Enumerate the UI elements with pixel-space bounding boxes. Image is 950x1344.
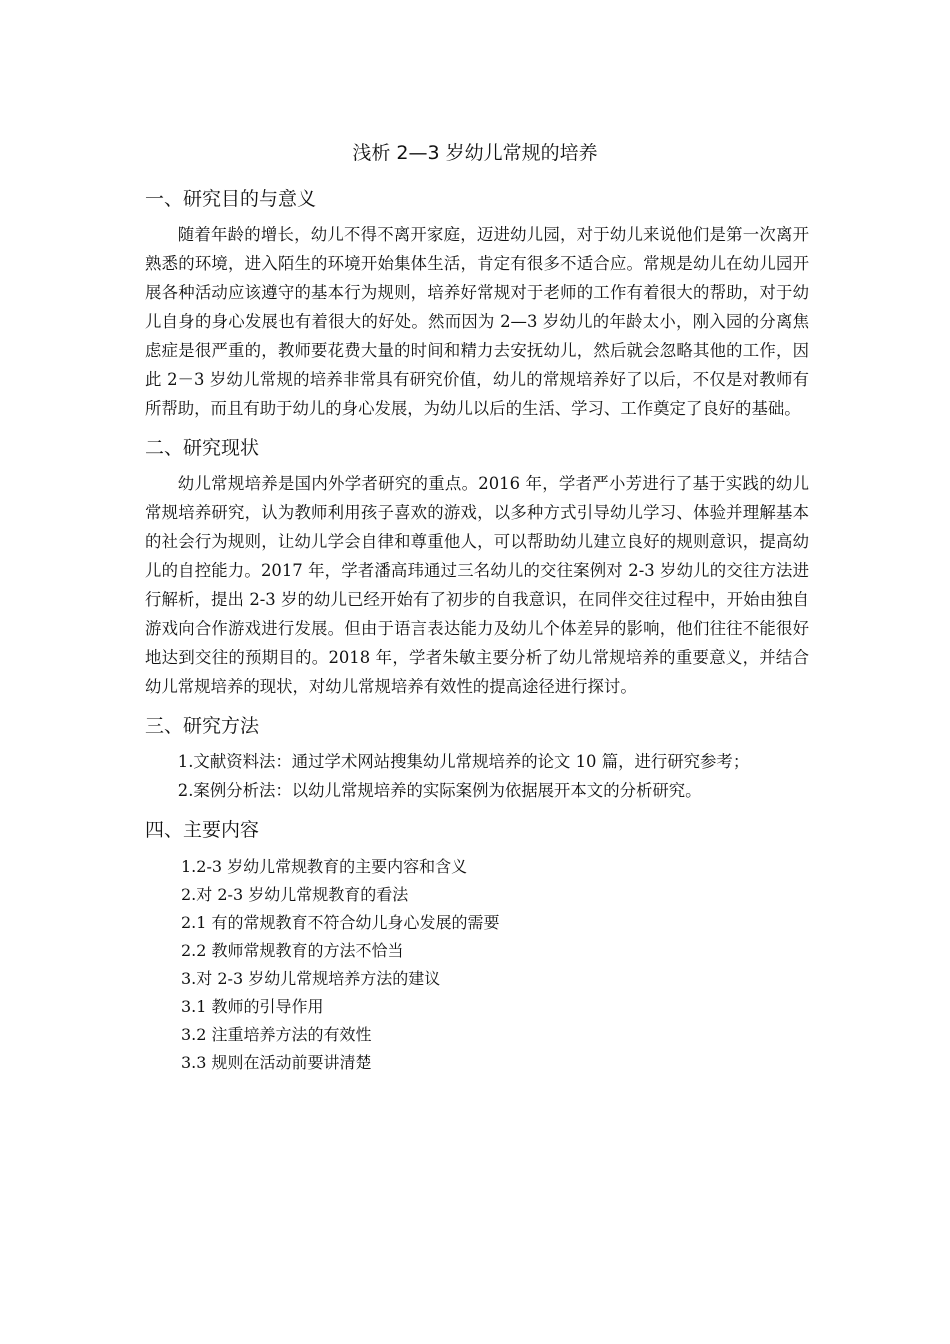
section-heading: 一、研究目的与意义 [145,188,317,210]
outline-item: 2.2 教师常规教育的方法不恰当 [181,941,404,960]
document-body [145,184,809,1087]
section-heading: 二、研究现状 [145,437,260,459]
document-title: 浅析 2—3 岁幼儿常规的培养 [352,142,598,164]
section-status [145,433,809,701]
section-methods [145,711,809,805]
outline-item: 3.对 2-3 岁幼儿常规培养方法的建议 [181,969,441,988]
section-purpose [145,184,809,423]
outline-list [145,853,809,1077]
outline-item: 1.2-3 岁幼儿常规教育的主要内容和含义 [181,857,468,876]
outline-item: 3.1 教师的引导作用 [181,997,324,1016]
section-paragraph: 幼儿常规培养是国内外学者研究的重点。2016 年，学者严小芳进行了基于实践的幼儿常规培养研究，认为教师利用孩子喜欢的游戏，以多种方式引导幼儿学习、体验并理解基本的社会行为规则，让幼儿学会自律和尊重他人，可以帮助幼儿建立良好的规则意识，提高幼儿的自控能力。2017 年，学者潘高玮通过三名幼儿的交往案例对 2-3 岁幼儿的交往方法进行解析，提出 2-3 岁的幼儿已经开始有了初步的自我意识，在同伴交往过程中，开始由独自游戏向合作游戏进行发展。但由于语言表达能力及幼儿个体差异的影响，他们往往不能很好地达到交往的预期目的。2018 年，学者朱敏主要分析了幼儿常规培养的重要意义，并结合幼儿常规培养的现状，对幼儿常规培养有效性的提高途径进行探讨。 [145,474,809,696]
outline-item: 3.3 规则在活动前要讲清楚 [181,1053,372,1072]
methods-list [145,747,809,805]
method-item: 1.文献资料法：通过学术网站搜集幼儿常规培养的论文 10 篇，进行研究参考； [177,752,750,771]
outline-item: 2.对 2-3 岁幼儿常规教育的看法 [181,885,409,904]
outline-item: 3.2 注重培养方法的有效性 [181,1025,372,1044]
section-heading: 三、研究方法 [145,715,260,737]
section-main-content [145,815,809,1077]
section-paragraph: 随着年龄的增长，幼儿不得不离开家庭，迈进幼儿园，对于幼儿来说他们是第一次离开熟悉的环境，进入陌生的环境开始集体生活，肯定有很多不适合应。常规是幼儿在幼儿园开展各种活动应该遵守的基本行为规则，培养好常规对于老师的工作有着很大的帮助，对于幼儿自身的身心发展也有着很大的好处。然而因为 2—3 岁幼儿的年龄太小，刚入园的分离焦虑症是很严重的，教师要花费大量的时间和精力去安抚幼儿，然后就会忽略其他的工作，因此 2－3 岁幼儿常规的培养非常具有研究价值，幼儿的常规培养好了以后，不仅是对教师有所帮助，而且有助于幼儿的身心发展，为幼儿以后的生活、学习、工作奠定了良好的基础。 [145,225,809,418]
method-item: 2.案例分析法：以幼儿常规培养的实际案例为依据展开本文的分析研究。 [177,781,702,800]
section-heading: 四、主要内容 [145,819,260,841]
outline-item: 2.1 有的常规教育不符合幼儿身心发展的需要 [181,913,500,932]
